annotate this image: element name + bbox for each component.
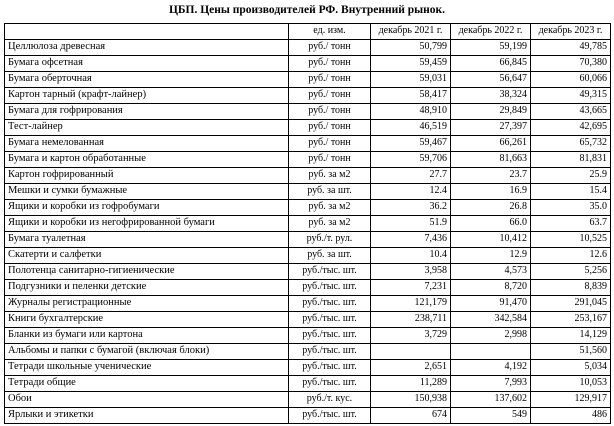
row-label: Картон гофрированный bbox=[5, 167, 289, 183]
table-row bbox=[5, 327, 611, 343]
row-value-dec-2023: 253,167 bbox=[531, 311, 611, 327]
row-label: Полотенца санитарно-гигиенические bbox=[5, 263, 289, 279]
table-row bbox=[5, 311, 611, 327]
row-value-dec-2021: 7,231 bbox=[371, 279, 451, 295]
row-value-dec-2023: 70,380 bbox=[531, 55, 611, 71]
table-row bbox=[5, 71, 611, 87]
row-value-dec-2021: 59,706 bbox=[371, 151, 451, 167]
row-value-dec-2021: 59,467 bbox=[371, 135, 451, 151]
row-label: Журналы регистрационные bbox=[5, 295, 289, 311]
row-value-dec-2023: 35.0 bbox=[531, 199, 611, 215]
row-value-dec-2022: 81,663 bbox=[451, 151, 531, 167]
row-unit: руб./ тонн bbox=[289, 119, 371, 135]
column-header-dec-2021: декабрь 2021 г. bbox=[371, 23, 451, 39]
row-value-dec-2021: 50,799 bbox=[371, 39, 451, 55]
table-row bbox=[5, 55, 611, 71]
row-value-dec-2022: 16.9 bbox=[451, 183, 531, 199]
row-label: Ящики и коробки из гофробумаги bbox=[5, 199, 289, 215]
row-label: Бумага оберточная bbox=[5, 71, 289, 87]
row-label: Тест-лайнер bbox=[5, 119, 289, 135]
table-row bbox=[5, 263, 611, 279]
table-row bbox=[5, 295, 611, 311]
row-value-dec-2023: 51,560 bbox=[531, 343, 611, 359]
row-unit: руб./тыс. шт. bbox=[289, 327, 371, 343]
row-unit: руб./тыс. шт. bbox=[289, 359, 371, 375]
row-value-dec-2022: 10,412 bbox=[451, 231, 531, 247]
table-row bbox=[5, 375, 611, 391]
row-value-dec-2022: 342,584 bbox=[451, 311, 531, 327]
row-value-dec-2022: 23.7 bbox=[451, 167, 531, 183]
table-row bbox=[5, 279, 611, 295]
row-label: Тетради общие bbox=[5, 375, 289, 391]
row-value-dec-2021: 12.4 bbox=[371, 183, 451, 199]
row-value-dec-2023: 10,525 bbox=[531, 231, 611, 247]
row-value-dec-2023: 12.6 bbox=[531, 247, 611, 263]
row-unit: руб./тыс. шт. bbox=[289, 375, 371, 391]
row-value-dec-2021: 121,179 bbox=[371, 295, 451, 311]
row-unit: руб. за м2 bbox=[289, 167, 371, 183]
table-row bbox=[5, 87, 611, 103]
row-label: Бумага и картон обработанные bbox=[5, 151, 289, 167]
row-unit: руб./ тонн bbox=[289, 39, 371, 55]
row-unit: руб./ тонн bbox=[289, 55, 371, 71]
table-body bbox=[5, 39, 611, 423]
row-value-dec-2023: 25.9 bbox=[531, 167, 611, 183]
row-unit: руб./ тонн bbox=[289, 135, 371, 151]
row-value-dec-2023: 15.4 bbox=[531, 183, 611, 199]
page-title: ЦБП. Цены производителей РФ. Внутренний рынок. bbox=[168, 4, 446, 16]
row-unit: руб./ тонн bbox=[289, 71, 371, 87]
row-value-dec-2023: 49,315 bbox=[531, 87, 611, 103]
row-value-dec-2021 bbox=[371, 343, 451, 359]
row-unit: руб. за м2 bbox=[289, 199, 371, 215]
row-label: Бумага офсетная bbox=[5, 55, 289, 71]
row-unit: руб./тыс. шт. bbox=[289, 407, 371, 423]
table-row bbox=[5, 151, 611, 167]
row-value-dec-2022: 137,602 bbox=[451, 391, 531, 407]
column-header-dec-2023: декабрь 2023 г. bbox=[531, 23, 611, 39]
row-value-dec-2021: 10.4 bbox=[371, 247, 451, 263]
row-value-dec-2022: 27,397 bbox=[451, 119, 531, 135]
row-value-dec-2022: 66,261 bbox=[451, 135, 531, 151]
row-unit: руб./т. рул. bbox=[289, 231, 371, 247]
row-value-dec-2022: 56,647 bbox=[451, 71, 531, 87]
row-value-dec-2021: 58,417 bbox=[371, 87, 451, 103]
row-unit: руб./тыс. шт. bbox=[289, 343, 371, 359]
row-value-dec-2022: 59,199 bbox=[451, 39, 531, 55]
row-value-dec-2022: 7,993 bbox=[451, 375, 531, 391]
producer-prices-table bbox=[4, 23, 611, 424]
table-row bbox=[5, 343, 611, 359]
row-value-dec-2023: 49,785 bbox=[531, 39, 611, 55]
row-unit: руб. за шт. bbox=[289, 183, 371, 199]
row-value-dec-2022: 29,849 bbox=[451, 103, 531, 119]
row-value-dec-2023: 8,839 bbox=[531, 279, 611, 295]
row-unit: руб./ тонн bbox=[289, 151, 371, 167]
row-value-dec-2021: 51.9 bbox=[371, 215, 451, 231]
table-row bbox=[5, 135, 611, 151]
row-value-dec-2021: 3,729 bbox=[371, 327, 451, 343]
column-header-dec-2022: декабрь 2022 г. bbox=[451, 23, 531, 39]
table-header bbox=[5, 23, 611, 39]
row-value-dec-2022 bbox=[451, 343, 531, 359]
row-label: Бумага туалетная bbox=[5, 231, 289, 247]
row-unit: руб./тыс. шт. bbox=[289, 311, 371, 327]
row-value-dec-2023: 14,129 bbox=[531, 327, 611, 343]
row-value-dec-2022: 2,998 bbox=[451, 327, 531, 343]
table-row bbox=[5, 391, 611, 407]
table-row bbox=[5, 215, 611, 231]
row-value-dec-2022: 26.8 bbox=[451, 199, 531, 215]
row-value-dec-2023: 60,066 bbox=[531, 71, 611, 87]
row-unit: руб. за шт. bbox=[289, 247, 371, 263]
row-label: Обои bbox=[5, 391, 289, 407]
row-value-dec-2021: 2,651 bbox=[371, 359, 451, 375]
table-row bbox=[5, 199, 611, 215]
row-value-dec-2023: 129,917 bbox=[531, 391, 611, 407]
row-value-dec-2022: 12.9 bbox=[451, 247, 531, 263]
row-value-dec-2023: 81,831 bbox=[531, 151, 611, 167]
row-value-dec-2022: 4,573 bbox=[451, 263, 531, 279]
row-label: Ящики и коробки из негофрированной бумаги bbox=[5, 215, 289, 231]
table-row bbox=[5, 359, 611, 375]
column-header-name bbox=[5, 23, 289, 39]
row-value-dec-2022: 38,324 bbox=[451, 87, 531, 103]
row-value-dec-2021: 674 bbox=[371, 407, 451, 423]
row-label: Картон тарный (крафт-лайнер) bbox=[5, 87, 289, 103]
row-value-dec-2021: 46,519 bbox=[371, 119, 451, 135]
row-value-dec-2023: 63.7 bbox=[531, 215, 611, 231]
row-label: Ярлыки и этикетки bbox=[5, 407, 289, 423]
row-value-dec-2021: 36.2 bbox=[371, 199, 451, 215]
table-row bbox=[5, 231, 611, 247]
row-label: Бумага немелованная bbox=[5, 135, 289, 151]
row-value-dec-2021: 27.7 bbox=[371, 167, 451, 183]
row-label: Бланки из бумаги или картона bbox=[5, 327, 289, 343]
row-label: Подгузники и пеленки детские bbox=[5, 279, 289, 295]
row-unit: руб./ тонн bbox=[289, 103, 371, 119]
row-value-dec-2023: 10,053 bbox=[531, 375, 611, 391]
row-unit: руб. за м2 bbox=[289, 215, 371, 231]
row-unit: руб./т. кус. bbox=[289, 391, 371, 407]
row-value-dec-2023: 291,045 bbox=[531, 295, 611, 311]
column-header-unit: ед. изм. bbox=[289, 23, 371, 39]
table-row bbox=[5, 119, 611, 135]
row-value-dec-2023: 486 bbox=[531, 407, 611, 423]
row-value-dec-2021: 150,938 bbox=[371, 391, 451, 407]
row-value-dec-2021: 48,910 bbox=[371, 103, 451, 119]
row-value-dec-2023: 65,732 bbox=[531, 135, 611, 151]
row-value-dec-2023: 5,256 bbox=[531, 263, 611, 279]
row-unit: руб./ тонн bbox=[289, 87, 371, 103]
row-label: Скатерти и салфетки bbox=[5, 247, 289, 263]
row-value-dec-2023: 5,034 bbox=[531, 359, 611, 375]
row-value-dec-2022: 66,845 bbox=[451, 55, 531, 71]
row-value-dec-2021: 238,711 bbox=[371, 311, 451, 327]
row-label: Альбомы и папки с бумагой (включая блоки) bbox=[5, 343, 289, 359]
table-row bbox=[5, 39, 611, 55]
row-value-dec-2023: 42,695 bbox=[531, 119, 611, 135]
table-row bbox=[5, 247, 611, 263]
row-value-dec-2021: 11,289 bbox=[371, 375, 451, 391]
row-label: Целлюлоза древесная bbox=[5, 39, 289, 55]
row-value-dec-2022: 8,720 bbox=[451, 279, 531, 295]
row-label: Книги бухгалтерские bbox=[5, 311, 289, 327]
row-value-dec-2021: 7,436 bbox=[371, 231, 451, 247]
row-value-dec-2021: 59,031 bbox=[371, 71, 451, 87]
row-label: Тетради школьные ученические bbox=[5, 359, 289, 375]
row-value-dec-2022: 549 bbox=[451, 407, 531, 423]
table-row bbox=[5, 103, 611, 119]
row-label: Бумага для гофрирования bbox=[5, 103, 289, 119]
row-value-dec-2021: 3,958 bbox=[371, 263, 451, 279]
row-label: Мешки и сумки бумажные bbox=[5, 183, 289, 199]
row-value-dec-2022: 91,470 bbox=[451, 295, 531, 311]
row-value-dec-2022: 4,192 bbox=[451, 359, 531, 375]
table-row bbox=[5, 407, 611, 423]
table-row bbox=[5, 167, 611, 183]
table-row bbox=[5, 183, 611, 199]
row-unit: руб./тыс. шт. bbox=[289, 295, 371, 311]
row-unit: руб./тыс. шт. bbox=[289, 263, 371, 279]
row-unit: руб./тыс. шт. bbox=[289, 279, 371, 295]
row-value-dec-2022: 66.0 bbox=[451, 215, 531, 231]
table-header-row bbox=[5, 23, 611, 39]
row-value-dec-2021: 59,459 bbox=[371, 55, 451, 71]
row-value-dec-2023: 43,665 bbox=[531, 103, 611, 119]
